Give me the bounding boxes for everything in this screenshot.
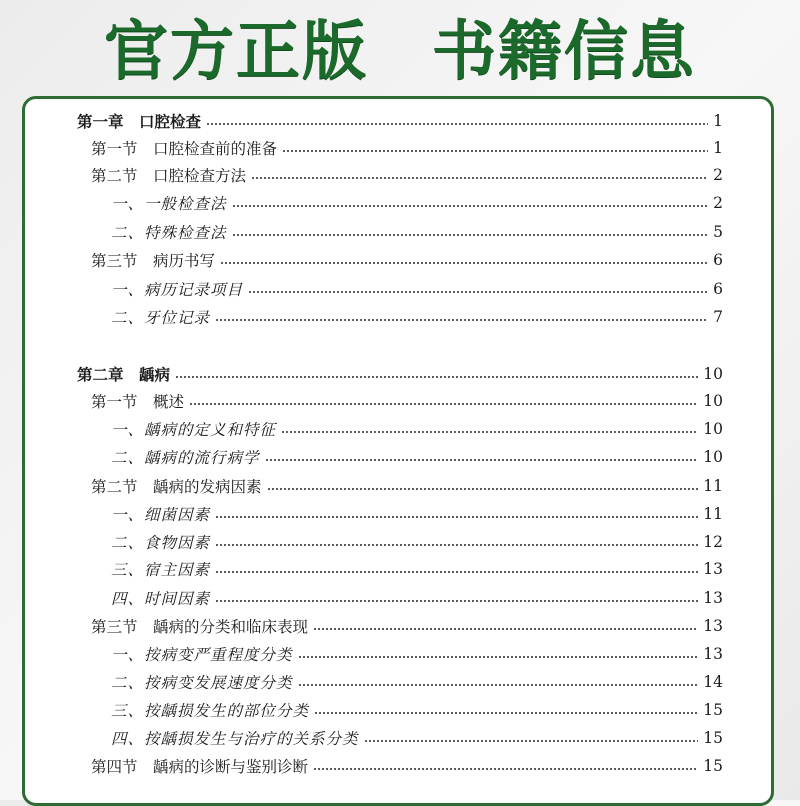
toc-page-number: 13 [703, 560, 723, 578]
toc-subsection-row [25, 585, 771, 611]
toc-subsection-row [25, 416, 771, 442]
toc-entry-label: 第一节 概述 [91, 393, 185, 411]
toc-subsection-row [25, 669, 771, 695]
dot-leader [232, 205, 709, 207]
dot-leader [298, 656, 699, 658]
toc-page-number: 1 [713, 112, 723, 130]
dot-leader [281, 431, 698, 433]
toc-entry-label: 第二节 龋病的发病因素 [91, 478, 262, 496]
toc-entry-label: 四、时间因素 [111, 590, 211, 608]
toc-entry-label: 二、食物因素 [111, 534, 211, 552]
toc-entry-label: 一、细菌因素 [111, 506, 211, 524]
toc-entry-label: 第三节 龋病的分类和临床表现 [91, 618, 309, 636]
toc-section-row [25, 135, 771, 161]
toc-entry-label: 第四节 龋病的诊断与鉴别诊断 [91, 758, 309, 776]
dot-leader [215, 544, 698, 546]
toc-subsection-row [25, 190, 771, 216]
dot-leader [175, 376, 698, 378]
dot-leader [215, 516, 698, 518]
toc-subsection-row [25, 444, 771, 470]
toc-section-row [25, 473, 771, 499]
toc-subsection-row [25, 276, 771, 302]
toc-page-number: 5 [713, 223, 723, 241]
toc-entry-label: 二、按病变发展速度分类 [111, 674, 293, 692]
toc-entry-label: 二、牙位记录 [111, 309, 211, 327]
dot-leader [215, 319, 708, 321]
dot-leader [248, 291, 708, 293]
toc-entry-label: 第一章 口腔检查 [77, 112, 202, 131]
header-title-official: 官方正版 [104, 15, 368, 89]
toc-subsection-row [25, 725, 771, 751]
dot-leader [251, 177, 708, 179]
dot-leader [215, 600, 698, 602]
toc-page-number: 10 [703, 365, 723, 383]
dot-leader [220, 262, 708, 264]
toc-page-number: 10 [703, 420, 723, 438]
dot-leader [364, 740, 699, 742]
toc-entry-label: 一、病历记录项目 [111, 281, 244, 299]
dot-leader [215, 571, 698, 573]
toc-page-number: 6 [713, 280, 723, 298]
toc-page-number: 14 [703, 673, 723, 691]
dot-leader [282, 150, 708, 152]
toc-card [22, 96, 774, 806]
toc-page-number: 11 [703, 477, 723, 495]
toc-subsection-row [25, 219, 771, 245]
toc-subsection-row [25, 556, 771, 582]
dot-leader [189, 403, 698, 405]
toc-entry-label: 一、按病变严重程度分类 [111, 646, 293, 664]
toc-subsection-row [25, 501, 771, 527]
dot-leader [313, 628, 698, 630]
toc-page-number: 2 [713, 194, 723, 212]
toc-entry-label: 第二章 龋病 [77, 365, 171, 384]
toc-page-number: 2 [713, 166, 723, 184]
toc-page-number: 1 [713, 139, 723, 157]
toc-entry-label: 一、一般检查法 [111, 195, 227, 213]
dot-leader [313, 768, 698, 770]
toc-chapter-row [25, 108, 771, 134]
dot-leader [232, 234, 709, 236]
toc-page-number: 10 [703, 448, 723, 466]
toc-section-row [25, 247, 771, 273]
toc-page-number: 13 [703, 617, 723, 635]
toc-page-number: 13 [703, 589, 723, 607]
toc-page-number: 15 [703, 757, 723, 775]
toc-entry-label: 三、按龋损发生的部位分类 [111, 702, 310, 720]
toc-section-row [25, 753, 771, 779]
toc-entry-label: 第一节 口腔检查前的准备 [91, 140, 278, 158]
toc-page-number: 12 [703, 533, 723, 551]
toc-page-number: 10 [703, 392, 723, 410]
toc-subsection-row [25, 697, 771, 723]
toc-page-number: 15 [703, 701, 723, 719]
dot-leader [206, 123, 708, 125]
dot-leader [267, 488, 699, 490]
dot-leader [298, 684, 699, 686]
toc-page-number: 11 [703, 505, 723, 523]
toc-entry-label: 二、特殊检查法 [111, 224, 227, 242]
toc-entry-label: 二、龋病的流行病学 [111, 449, 260, 467]
toc-page-number: 7 [713, 308, 723, 326]
toc-page-number: 15 [703, 729, 723, 747]
toc-entry-label: 第二节 口腔检查方法 [91, 167, 247, 185]
toc-entry-label: 第三节 病历书写 [91, 252, 216, 270]
toc-entry-label: 三、宿主因素 [111, 561, 211, 579]
toc-subsection-row [25, 641, 771, 667]
toc-chapter-row [25, 361, 771, 387]
toc-section-row [25, 613, 771, 639]
dot-leader [265, 459, 699, 461]
toc-subsection-row [25, 304, 771, 330]
toc-entry-label: 一、龋病的定义和特征 [111, 421, 277, 439]
toc-section-row [25, 162, 771, 188]
toc-page-number: 13 [703, 645, 723, 663]
dot-leader [314, 712, 698, 714]
toc-section-row [25, 388, 771, 414]
toc-entry-label: 四、按龋损发生与治疗的关系分类 [111, 730, 359, 748]
toc-subsection-row [25, 529, 771, 555]
header-title-book-info: 书籍信息 [432, 15, 696, 89]
toc-page-number: 6 [713, 251, 723, 269]
header-banner [0, 0, 800, 92]
